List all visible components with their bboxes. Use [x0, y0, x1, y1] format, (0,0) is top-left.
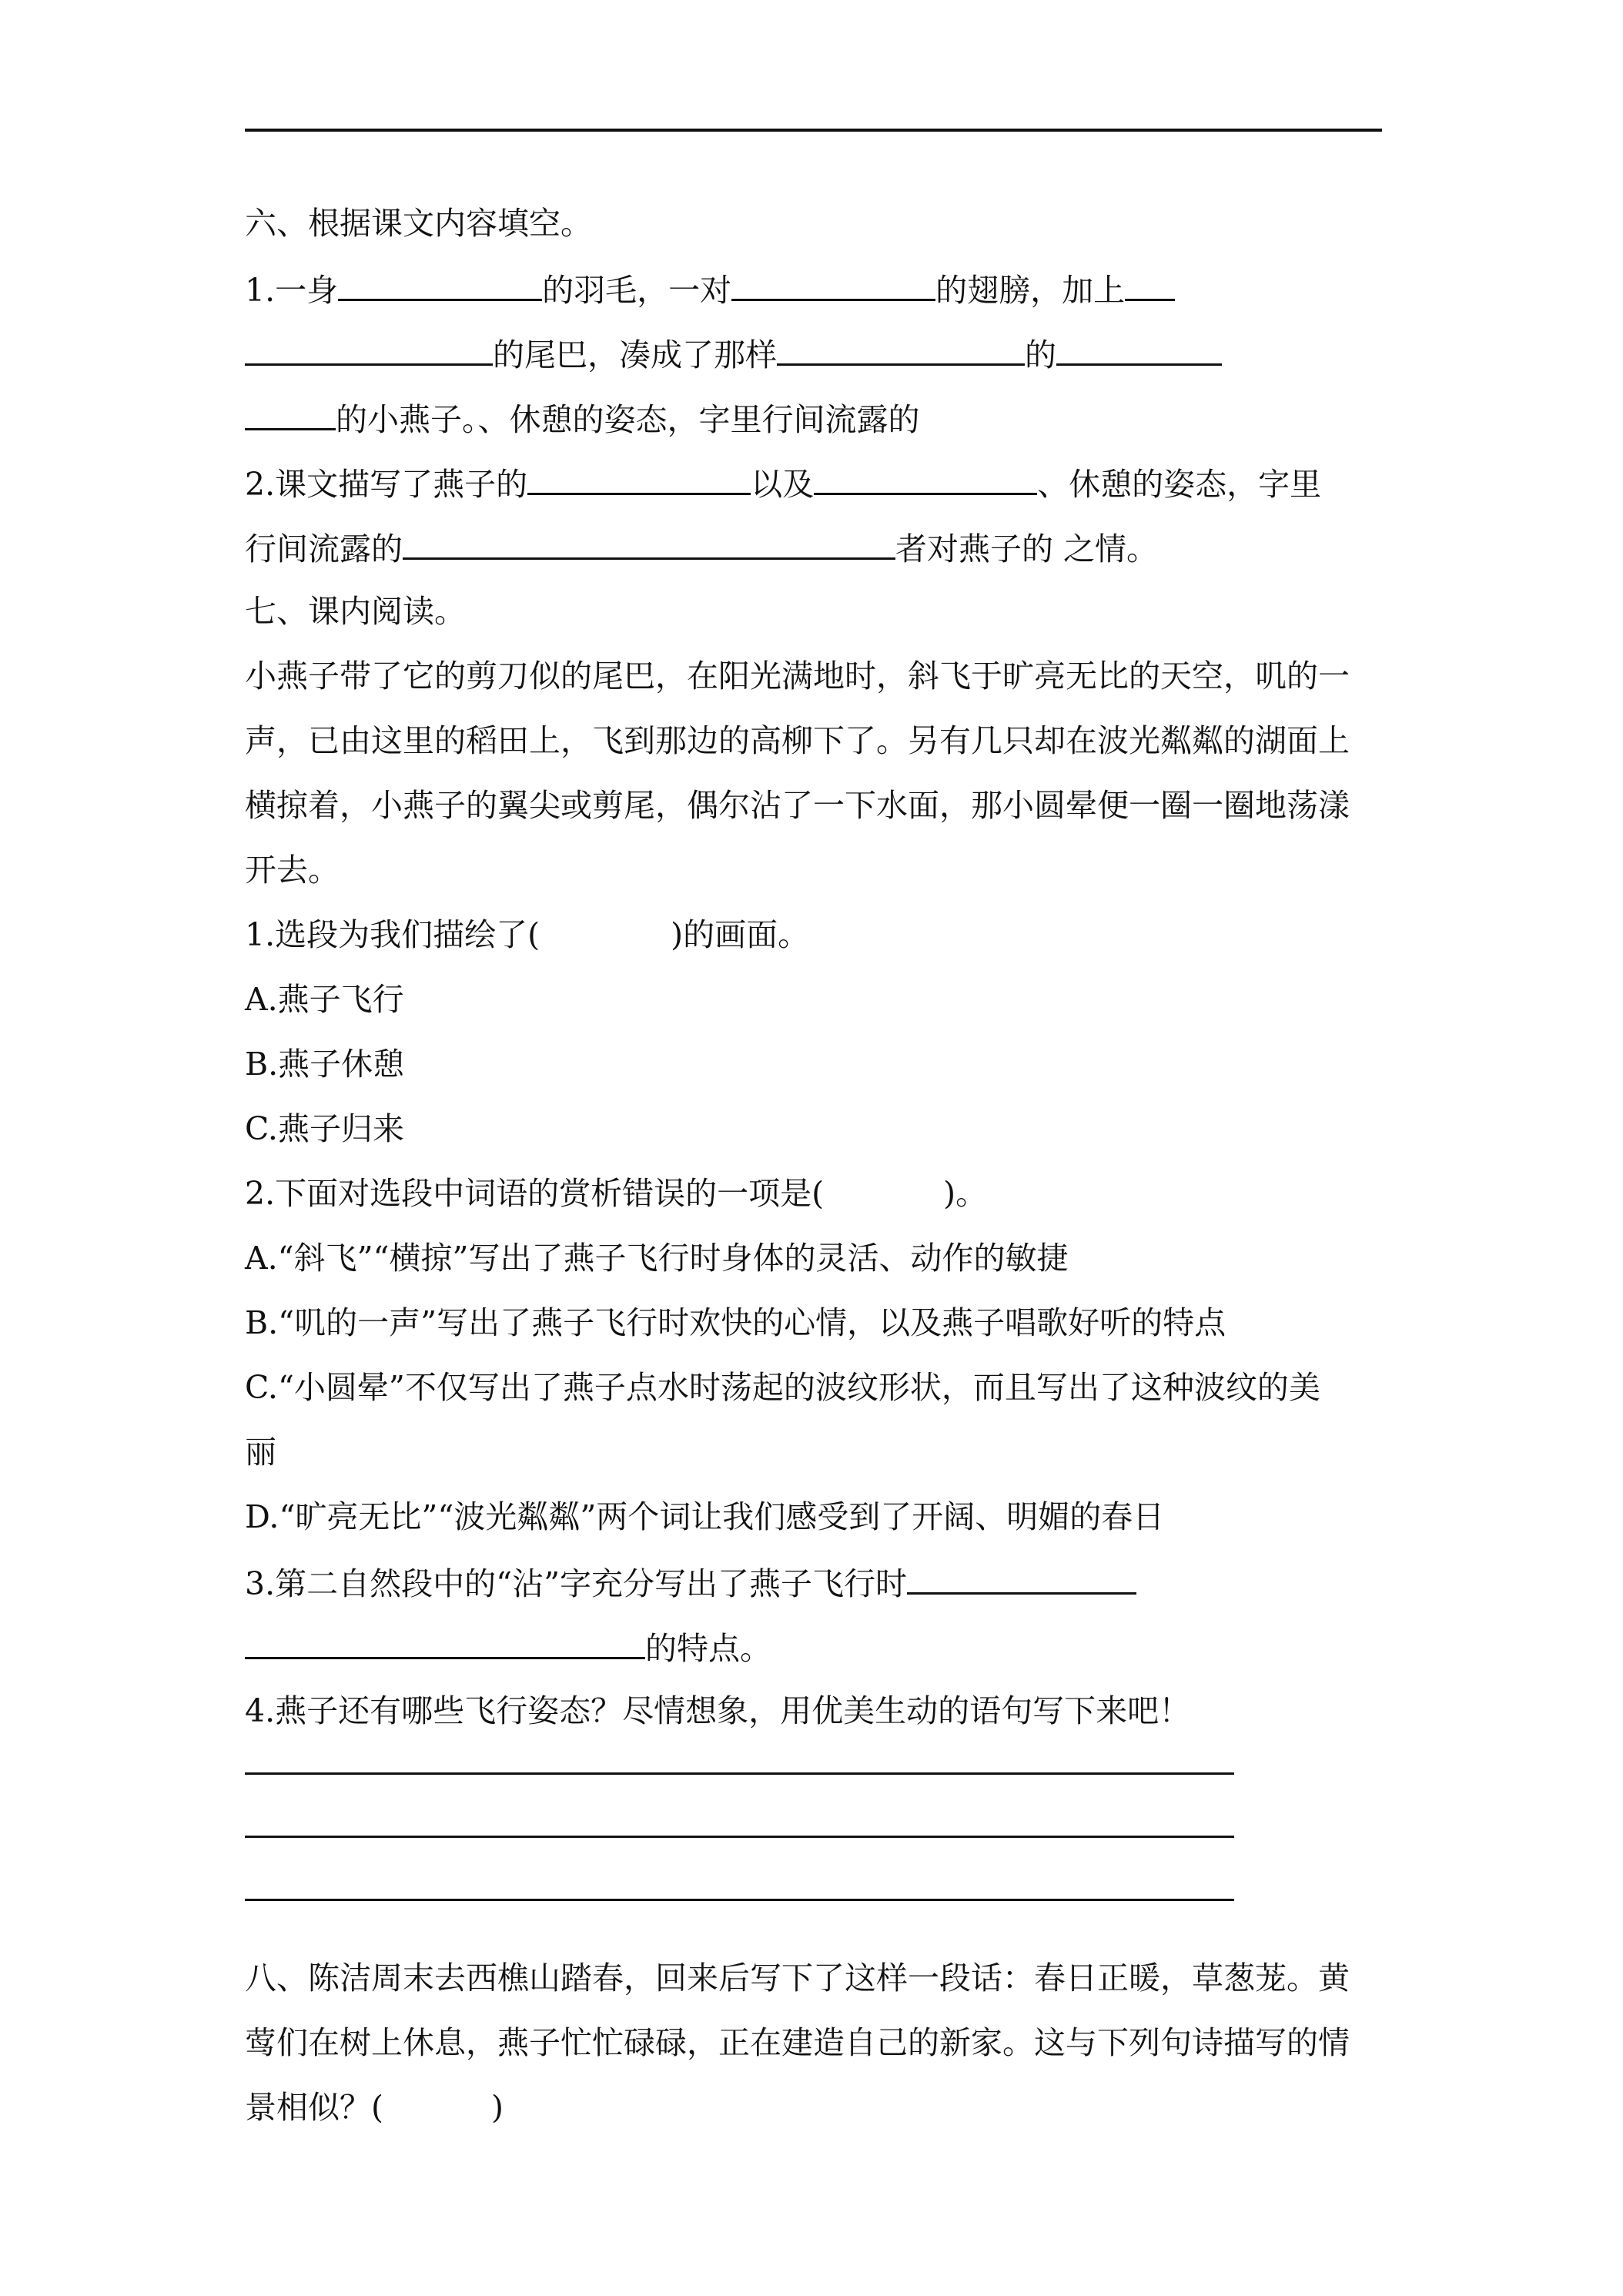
fill-blank[interactable]	[245, 1628, 645, 1659]
s6-q1-text-1: 1.一身	[245, 272, 339, 309]
fill-blank[interactable]	[731, 269, 935, 301]
s6-q2-text-1: 2.课文描写了燕子的	[245, 466, 528, 503]
s6-q2-text-2: 以及	[751, 466, 815, 503]
option-b[interactable]: B.燕子休憩	[245, 1046, 405, 1083]
option-a[interactable]: A.燕子飞行	[245, 981, 404, 1018]
section-8-last-line	[245, 2089, 504, 2126]
s7-q3-text-1: 3.第二自然段中的“沾”字充分写出了燕子飞行时	[245, 1565, 908, 1602]
s7-q4-stem: 4.燕子还有哪些飞行姿态？尽情想象，用优美生动的语句写下来吧！	[245, 1692, 1191, 1729]
option-a[interactable]: A.“斜飞”“横掠”写出了燕子飞行时身体的灵活、动作的敏捷	[245, 1240, 1069, 1277]
s6-q1-line1	[245, 269, 1175, 309]
s6-q2-text-3: 、休憩的姿态，字里	[1037, 466, 1322, 503]
fill-blank[interactable]	[814, 464, 1037, 495]
option-c[interactable]: C.“小圆晕”不仅写出了燕子点水时荡起的波纹形状，而且写出了这种波纹的美	[245, 1369, 1320, 1406]
writing-line[interactable]	[245, 1772, 1234, 1775]
s6-q1-text-4: 的尾巴，凑成了那样	[493, 336, 777, 373]
passage-line: 横掠着，小燕子的翼尖或剪尾，偶尔沾了一下水面，那小圆晕便一圈一圈地荡漾	[245, 787, 1350, 824]
header-rule	[245, 129, 1382, 132]
fill-blank[interactable]	[1125, 269, 1175, 301]
section-8-line: 莺们在树上休息，燕子忙忙碌碌，正在建造自己的新家。这与下列句诗描写的情	[245, 2024, 1350, 2061]
fill-blank[interactable]	[1056, 334, 1222, 366]
s6-q1-text-2: 的羽毛，一对	[542, 272, 732, 309]
fill-blank[interactable]	[527, 464, 751, 495]
s7-q1-stem-b: )的画面。	[671, 916, 810, 953]
s6-q1-line3	[245, 399, 920, 438]
s7-q3-line2	[245, 1628, 771, 1667]
option-c-continued: 丽	[245, 1434, 276, 1471]
section-7-heading: 七、课内阅读。	[245, 593, 466, 630]
option-b[interactable]: B.“叽的一声”写出了燕子飞行时欢快的心情，以及燕子唱歌好听的特点	[245, 1304, 1226, 1341]
s6-q1-text-6: 的小燕子。、休憩的姿态，字里行间流露的	[336, 401, 920, 438]
s6-q2-line2	[245, 528, 1158, 567]
passage-line: 小燕子带了它的剪刀似的尾巴，在阳光满地时，斜飞于旷亮无比的天空，叽的一	[245, 658, 1350, 694]
option-c[interactable]: C.燕子归来	[245, 1110, 404, 1147]
s7-q1-stem	[245, 916, 809, 953]
s6-q2-text-5: 者对燕子的 之情。	[895, 530, 1159, 567]
passage-line: 开去。	[245, 852, 340, 889]
fill-blank[interactable]	[338, 269, 542, 301]
section-6-heading: 六、根据课文内容填空。	[245, 205, 592, 242]
fill-blank[interactable]	[403, 528, 895, 560]
s7-q1-stem-a: 1.选段为我们描绘了(	[245, 916, 540, 953]
s6-q1-text-5: 的	[1025, 336, 1056, 373]
fill-blank[interactable]	[907, 1563, 1136, 1595]
s8-text-b: )	[491, 2089, 504, 2126]
writing-line[interactable]	[245, 1836, 1234, 1838]
fill-blank[interactable]	[245, 334, 493, 366]
s7-q2-stem	[245, 1175, 987, 1212]
section-8-line: 八、陈洁周末去西樵山踏春，回来后写下了这样一段话：春日正暖，草葱茏。黄	[245, 1960, 1350, 1996]
s8-text-a: 景相似？(	[245, 2089, 383, 2126]
s6-q1-text-3: 的翅膀，加上	[935, 272, 1126, 309]
fill-blank[interactable]	[245, 399, 336, 430]
option-d[interactable]: D.“旷亮无比”“波光粼粼”两个词让我们感受到了开阔、明媚的春日	[245, 1498, 1165, 1535]
s7-q3-line1	[245, 1563, 1136, 1602]
s7-q2-stem-a: 2.下面对选段中词语的赏析错误的一项是(	[245, 1175, 825, 1212]
fill-blank[interactable]	[777, 334, 1025, 366]
s6-q2-text-4: 行间流露的	[245, 530, 403, 567]
s7-q2-stem-b: )。	[943, 1175, 988, 1212]
writing-line[interactable]	[245, 1899, 1234, 1901]
s7-q3-text-2: 的特点。	[645, 1630, 771, 1667]
s6-q2-line1	[245, 464, 1321, 503]
s6-q1-line2	[245, 334, 1222, 373]
passage-line: 声，已由这里的稻田上，飞到那边的高柳下了。另有几只却在波光粼粼的湖面上	[245, 722, 1350, 759]
